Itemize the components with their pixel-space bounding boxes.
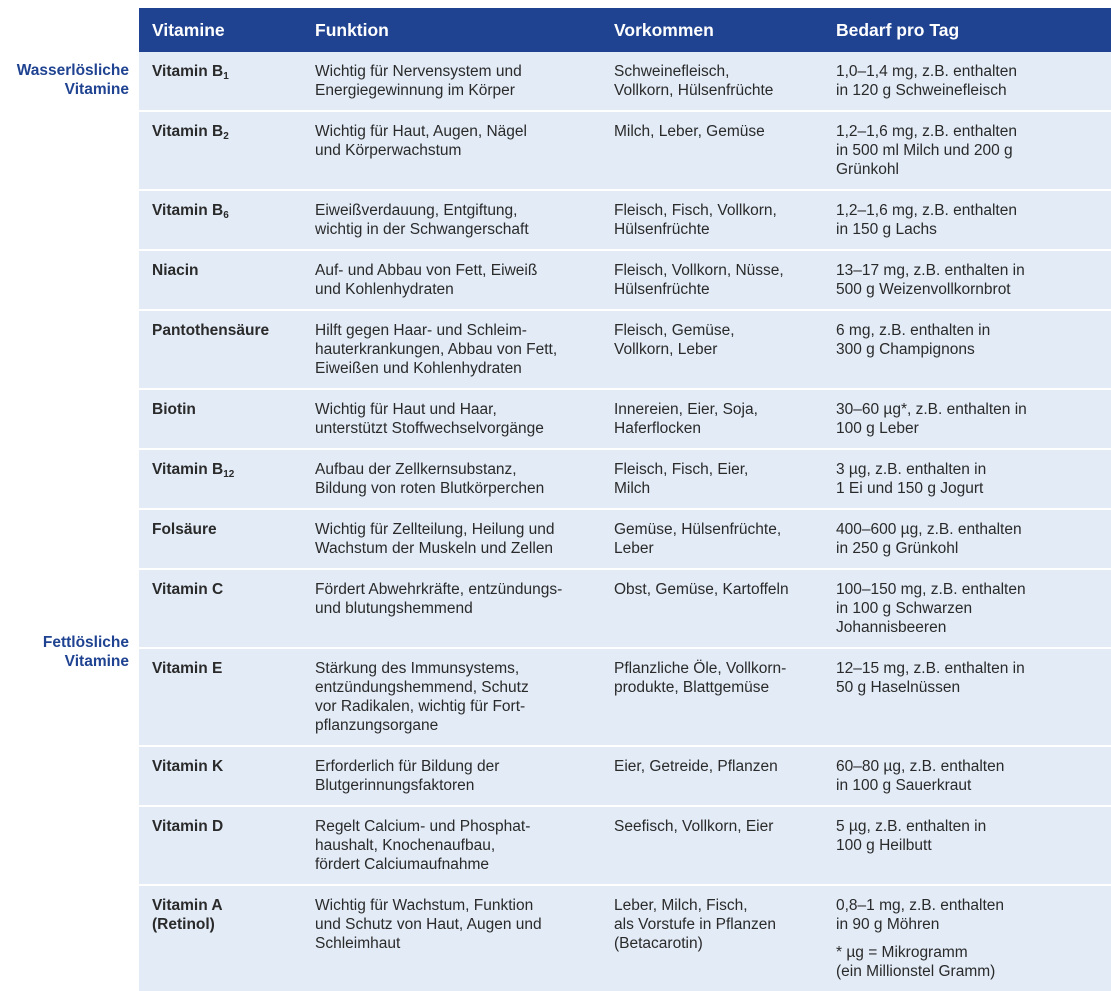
need-cell-line: 1,0–1,4 mg, z.B. enthalten: [836, 63, 1017, 80]
vitamin-name-line: Vitamin E: [152, 660, 223, 677]
group-label-fat-soluble: [0, 633, 129, 671]
function-cell: [315, 52, 614, 110]
need-cell: [836, 390, 1111, 448]
vitamin-name-line: Vitamin C: [152, 581, 224, 598]
need-cell: [836, 649, 1111, 745]
function-cell-line: Bildung von roten Blutkörperchen: [315, 480, 545, 497]
vitamin-name-text: Vitamin B: [152, 63, 224, 80]
sources-cell-line: Fleisch, Fisch, Eier,: [614, 461, 749, 478]
sources-cell-line: Hülsenfrüchte: [614, 281, 710, 298]
sources-cell-line: Innereien, Eier, Soja,: [614, 401, 758, 418]
group-label-water-soluble: [0, 61, 129, 99]
sources-cell-line: Vollkorn, Leber: [614, 341, 718, 358]
function-cell-line: Fördert Abwehrkräfte, entzündungs-: [315, 581, 563, 598]
footnote-line: * µg = Mikrogramm: [836, 944, 968, 961]
function-cell-line: Stärkung des Immunsystems,: [315, 660, 520, 677]
group-label-line: Vitamine: [64, 81, 129, 98]
function-cell-line: Wichtig für Nervensystem und: [315, 63, 522, 80]
function-cell-line: Energiegewinnung im Körper: [315, 82, 515, 99]
function-cell: [315, 251, 614, 309]
group-label-line: Vitamine: [64, 653, 129, 670]
need-cell: [836, 570, 1111, 647]
vitamin-name: [139, 570, 315, 647]
sources-cell-line: Milch, Leber, Gemüse: [614, 123, 765, 140]
function-cell-line: wichtig in der Schwangerschaft: [315, 221, 529, 238]
function-cell-line: Aufbau der Zellkernsubstanz,: [315, 461, 517, 478]
table-row: [139, 249, 1111, 309]
function-cell: [315, 570, 614, 647]
sources-cell-line: (Betacarotin): [614, 935, 703, 952]
function-cell-line: Eiweißen und Kohlenhydraten: [315, 360, 522, 377]
need-cell-line: 300 g Champignons: [836, 341, 975, 358]
function-cell-line: Wichtig für Zellteilung, Heilung und: [315, 521, 555, 538]
function-cell: [315, 112, 614, 189]
sources-cell-line: Vollkorn, Hülsenfrüchte: [614, 82, 774, 99]
sources-cell-line: Leber: [614, 540, 654, 557]
table-header: [139, 8, 1111, 52]
need-cell-line: 30–60 µg*, z.B. enthalten in: [836, 401, 1027, 418]
need-cell-line: 500 g Weizenvollkornbrot: [836, 281, 1011, 298]
function-cell-line: Wachstum der Muskeln und Zellen: [315, 540, 554, 557]
vitamin-name: [139, 807, 315, 884]
sources-cell: [614, 807, 836, 884]
table-row: [139, 568, 1111, 647]
sources-cell-line: Fleisch, Gemüse,: [614, 322, 735, 339]
function-cell: [315, 649, 614, 745]
vitamin-name-text: Vitamin B: [152, 461, 224, 478]
function-cell-line: und Kohlenhydraten: [315, 281, 454, 298]
need-cell-line: in 150 g Lachs: [836, 221, 937, 238]
vitamin-table: [139, 8, 1111, 991]
need-cell-line: in 100 g Sauerkraut: [836, 777, 972, 794]
function-cell-line: Hilft gegen Haar- und Schleim-: [315, 322, 527, 339]
sources-cell-line: produkte, Blattgemüse: [614, 679, 770, 696]
table-row: [139, 805, 1111, 884]
sources-cell-line: Eier, Getreide, Pflanzen: [614, 758, 778, 775]
vitamin-name: [139, 886, 315, 991]
sources-cell: [614, 570, 836, 647]
sources-cell: [614, 649, 836, 745]
footnote: [836, 943, 1105, 981]
need-cell-line: 50 g Haselnüssen: [836, 679, 961, 696]
need-cell: [836, 311, 1111, 388]
sources-cell-line: Obst, Gemüse, Kartoffeln: [614, 581, 789, 598]
function-cell: [315, 747, 614, 805]
need-cell-line: 1,2–1,6 mg, z.B. enthalten: [836, 202, 1017, 219]
need-cell-line: 100 g Heilbutt: [836, 837, 932, 854]
table-row: [139, 110, 1111, 189]
function-cell: [315, 390, 614, 448]
table-row: [139, 647, 1111, 745]
need-cell-line: 400–600 µg, z.B. enthalten: [836, 521, 1022, 538]
need-cell-line: Johannisbeeren: [836, 619, 947, 636]
vitamin-name-line: Pantothensäure: [152, 322, 270, 339]
sources-cell-line: Gemüse, Hülsenfrüchte,: [614, 521, 782, 538]
function-cell-line: Wichtig für Haut, Augen, Nägel: [315, 123, 527, 140]
sources-cell: [614, 886, 836, 991]
vitamin-name: [139, 251, 315, 309]
need-cell: [836, 886, 1111, 991]
table-body: [139, 52, 1111, 991]
function-cell-line: fördert Calciumaufnahme: [315, 856, 490, 873]
vitamin-subscript: 12: [223, 469, 235, 480]
vitamin-name-line: [152, 201, 315, 220]
sources-cell: [614, 510, 836, 568]
vitamin-name: [139, 510, 315, 568]
vitamin-name-line: (Retinol): [152, 916, 215, 933]
vitamin-name-line: [152, 460, 315, 479]
sources-cell-line: Milch: [614, 480, 651, 497]
function-cell-line: und Körperwachstum: [315, 142, 462, 159]
need-cell-line: 1,2–1,6 mg, z.B. enthalten: [836, 123, 1017, 140]
vitamin-name-text: Vitamin B: [152, 202, 224, 219]
vitamin-name-line: Folsäure: [152, 521, 217, 538]
sources-cell-line: Schweinefleisch,: [614, 63, 730, 80]
vitamin-name: [139, 450, 315, 508]
function-cell: [315, 311, 614, 388]
vitamin-name-text: Vitamin B: [152, 123, 224, 140]
function-cell: [315, 191, 614, 249]
header-vorkommen: Vorkommen: [614, 19, 714, 40]
sources-cell: [614, 52, 836, 110]
vitamin-subscript: 2: [223, 131, 229, 142]
table-row: [139, 52, 1111, 110]
table-row: [139, 448, 1111, 508]
vitamin-name: [139, 191, 315, 249]
need-cell-line: in 250 g Grünkohl: [836, 540, 959, 557]
need-cell-line: 60–80 µg, z.B. enthalten: [836, 758, 1005, 775]
sources-cell-line: Seefisch, Vollkorn, Eier: [614, 818, 774, 835]
need-cell-line: 13–17 mg, z.B. enthalten in: [836, 262, 1025, 279]
need-cell: [836, 52, 1111, 110]
vitamin-name-line: Biotin: [152, 401, 196, 418]
need-cell-line: in 90 g Möhren: [836, 916, 940, 933]
function-cell-line: vor Radikalen, wichtig für Fort-: [315, 698, 526, 715]
sources-cell: [614, 251, 836, 309]
function-cell: [315, 807, 614, 884]
need-cell: [836, 112, 1111, 189]
function-cell-line: Erforderlich für Bildung der: [315, 758, 500, 775]
need-cell-line: 0,8–1 mg, z.B. enthalten: [836, 897, 1005, 914]
need-cell: [836, 747, 1111, 805]
sources-cell-line: Fleisch, Vollkorn, Nüsse,: [614, 262, 784, 279]
need-cell-line: 6 mg, z.B. enthalten in: [836, 322, 991, 339]
vitamin-name: [139, 311, 315, 388]
sources-cell: [614, 311, 836, 388]
need-cell: [836, 510, 1111, 568]
vitamin-name: [139, 649, 315, 745]
vitamin-name: [139, 747, 315, 805]
sources-cell-line: Leber, Milch, Fisch,: [614, 897, 748, 914]
table-row: [139, 189, 1111, 249]
sources-cell-line: Fleisch, Fisch, Vollkorn,: [614, 202, 777, 219]
vitamin-name-line: [152, 62, 315, 81]
need-cell-line: 1 Ei und 150 g Jogurt: [836, 480, 984, 497]
function-cell-line: hauterkrankungen, Abbau von Fett,: [315, 341, 558, 358]
need-cell-line: in 100 g Schwarzen: [836, 600, 973, 617]
vitamin-name-line: Niacin: [152, 262, 199, 279]
function-cell: [315, 510, 614, 568]
header-bedarf: Bedarf pro Tag: [836, 19, 960, 40]
table-row: [139, 884, 1111, 991]
need-cell-line: 100–150 mg, z.B. enthalten: [836, 581, 1026, 598]
sources-cell-line: Pflanzliche Öle, Vollkorn-: [614, 660, 787, 677]
need-cell: [836, 450, 1111, 508]
function-cell-line: unterstützt Stoffwechselvorgänge: [315, 420, 544, 437]
function-cell-line: Eiweißverdauung, Entgiftung,: [315, 202, 518, 219]
group-label-line: Wasserlösliche: [16, 62, 129, 79]
function-cell-line: Wichtig für Haut und Haar,: [315, 401, 497, 418]
header-vitamine: Vitamine: [152, 19, 225, 40]
sources-cell-line: Haferflocken: [614, 420, 702, 437]
function-cell: [315, 886, 614, 991]
vitamin-name: [139, 390, 315, 448]
vitamin-subscript: 1: [223, 71, 229, 82]
function-cell-line: Blutgerinnungsfaktoren: [315, 777, 475, 794]
function-cell-line: Schleimhaut: [315, 935, 401, 952]
sources-cell-line: als Vorstufe in Pflanzen: [614, 916, 776, 933]
vitamin-name-line: Vitamin A: [152, 897, 223, 914]
table-row: [139, 745, 1111, 805]
function-cell-line: Wichtig für Wachstum, Funktion: [315, 897, 534, 914]
sources-cell: [614, 390, 836, 448]
footnote-line: (ein Millionstel Gramm): [836, 963, 996, 980]
vitamin-name: [139, 112, 315, 189]
table-row: [139, 309, 1111, 388]
function-cell-line: Auf- und Abbau von Fett, Eiweiß: [315, 262, 538, 279]
function-cell-line: pflanzungsorgane: [315, 717, 439, 734]
table-row: [139, 388, 1111, 448]
group-label-line: Fettlösliche: [42, 634, 129, 651]
vitamin-name-line: Vitamin D: [152, 818, 224, 835]
vitamin-name-line: Vitamin K: [152, 758, 224, 775]
vitamin-subscript: 6: [223, 210, 229, 221]
sources-cell: [614, 191, 836, 249]
sources-cell-line: Hülsenfrüchte: [614, 221, 710, 238]
need-cell: [836, 251, 1111, 309]
need-cell: [836, 191, 1111, 249]
function-cell-line: entzündungshemmend, Schutz: [315, 679, 529, 696]
header-funktion: Funktion: [315, 19, 389, 40]
need-cell-line: 12–15 mg, z.B. enthalten in: [836, 660, 1025, 677]
function-cell-line: Regelt Calcium- und Phosphat-: [315, 818, 531, 835]
function-cell-line: und Schutz von Haut, Augen und: [315, 916, 542, 933]
function-cell-line: haushalt, Knochenaufbau,: [315, 837, 496, 854]
need-cell-line: in 500 ml Milch und 200 g: [836, 142, 1013, 159]
need-cell: [836, 807, 1111, 884]
table-row: [139, 508, 1111, 568]
function-cell-line: und blutungshemmend: [315, 600, 473, 617]
vitamin-name: [139, 52, 315, 110]
need-cell-line: 3 µg, z.B. enthalten in: [836, 461, 987, 478]
sources-cell: [614, 450, 836, 508]
need-cell-line: 100 g Leber: [836, 420, 919, 437]
need-cell-line: in 120 g Schweinefleisch: [836, 82, 1007, 99]
vitamin-name-line: [152, 122, 315, 141]
function-cell: [315, 450, 614, 508]
sources-cell: [614, 747, 836, 805]
need-cell-line: 5 µg, z.B. enthalten in: [836, 818, 987, 835]
need-cell-line: Grünkohl: [836, 161, 899, 178]
sources-cell: [614, 112, 836, 189]
